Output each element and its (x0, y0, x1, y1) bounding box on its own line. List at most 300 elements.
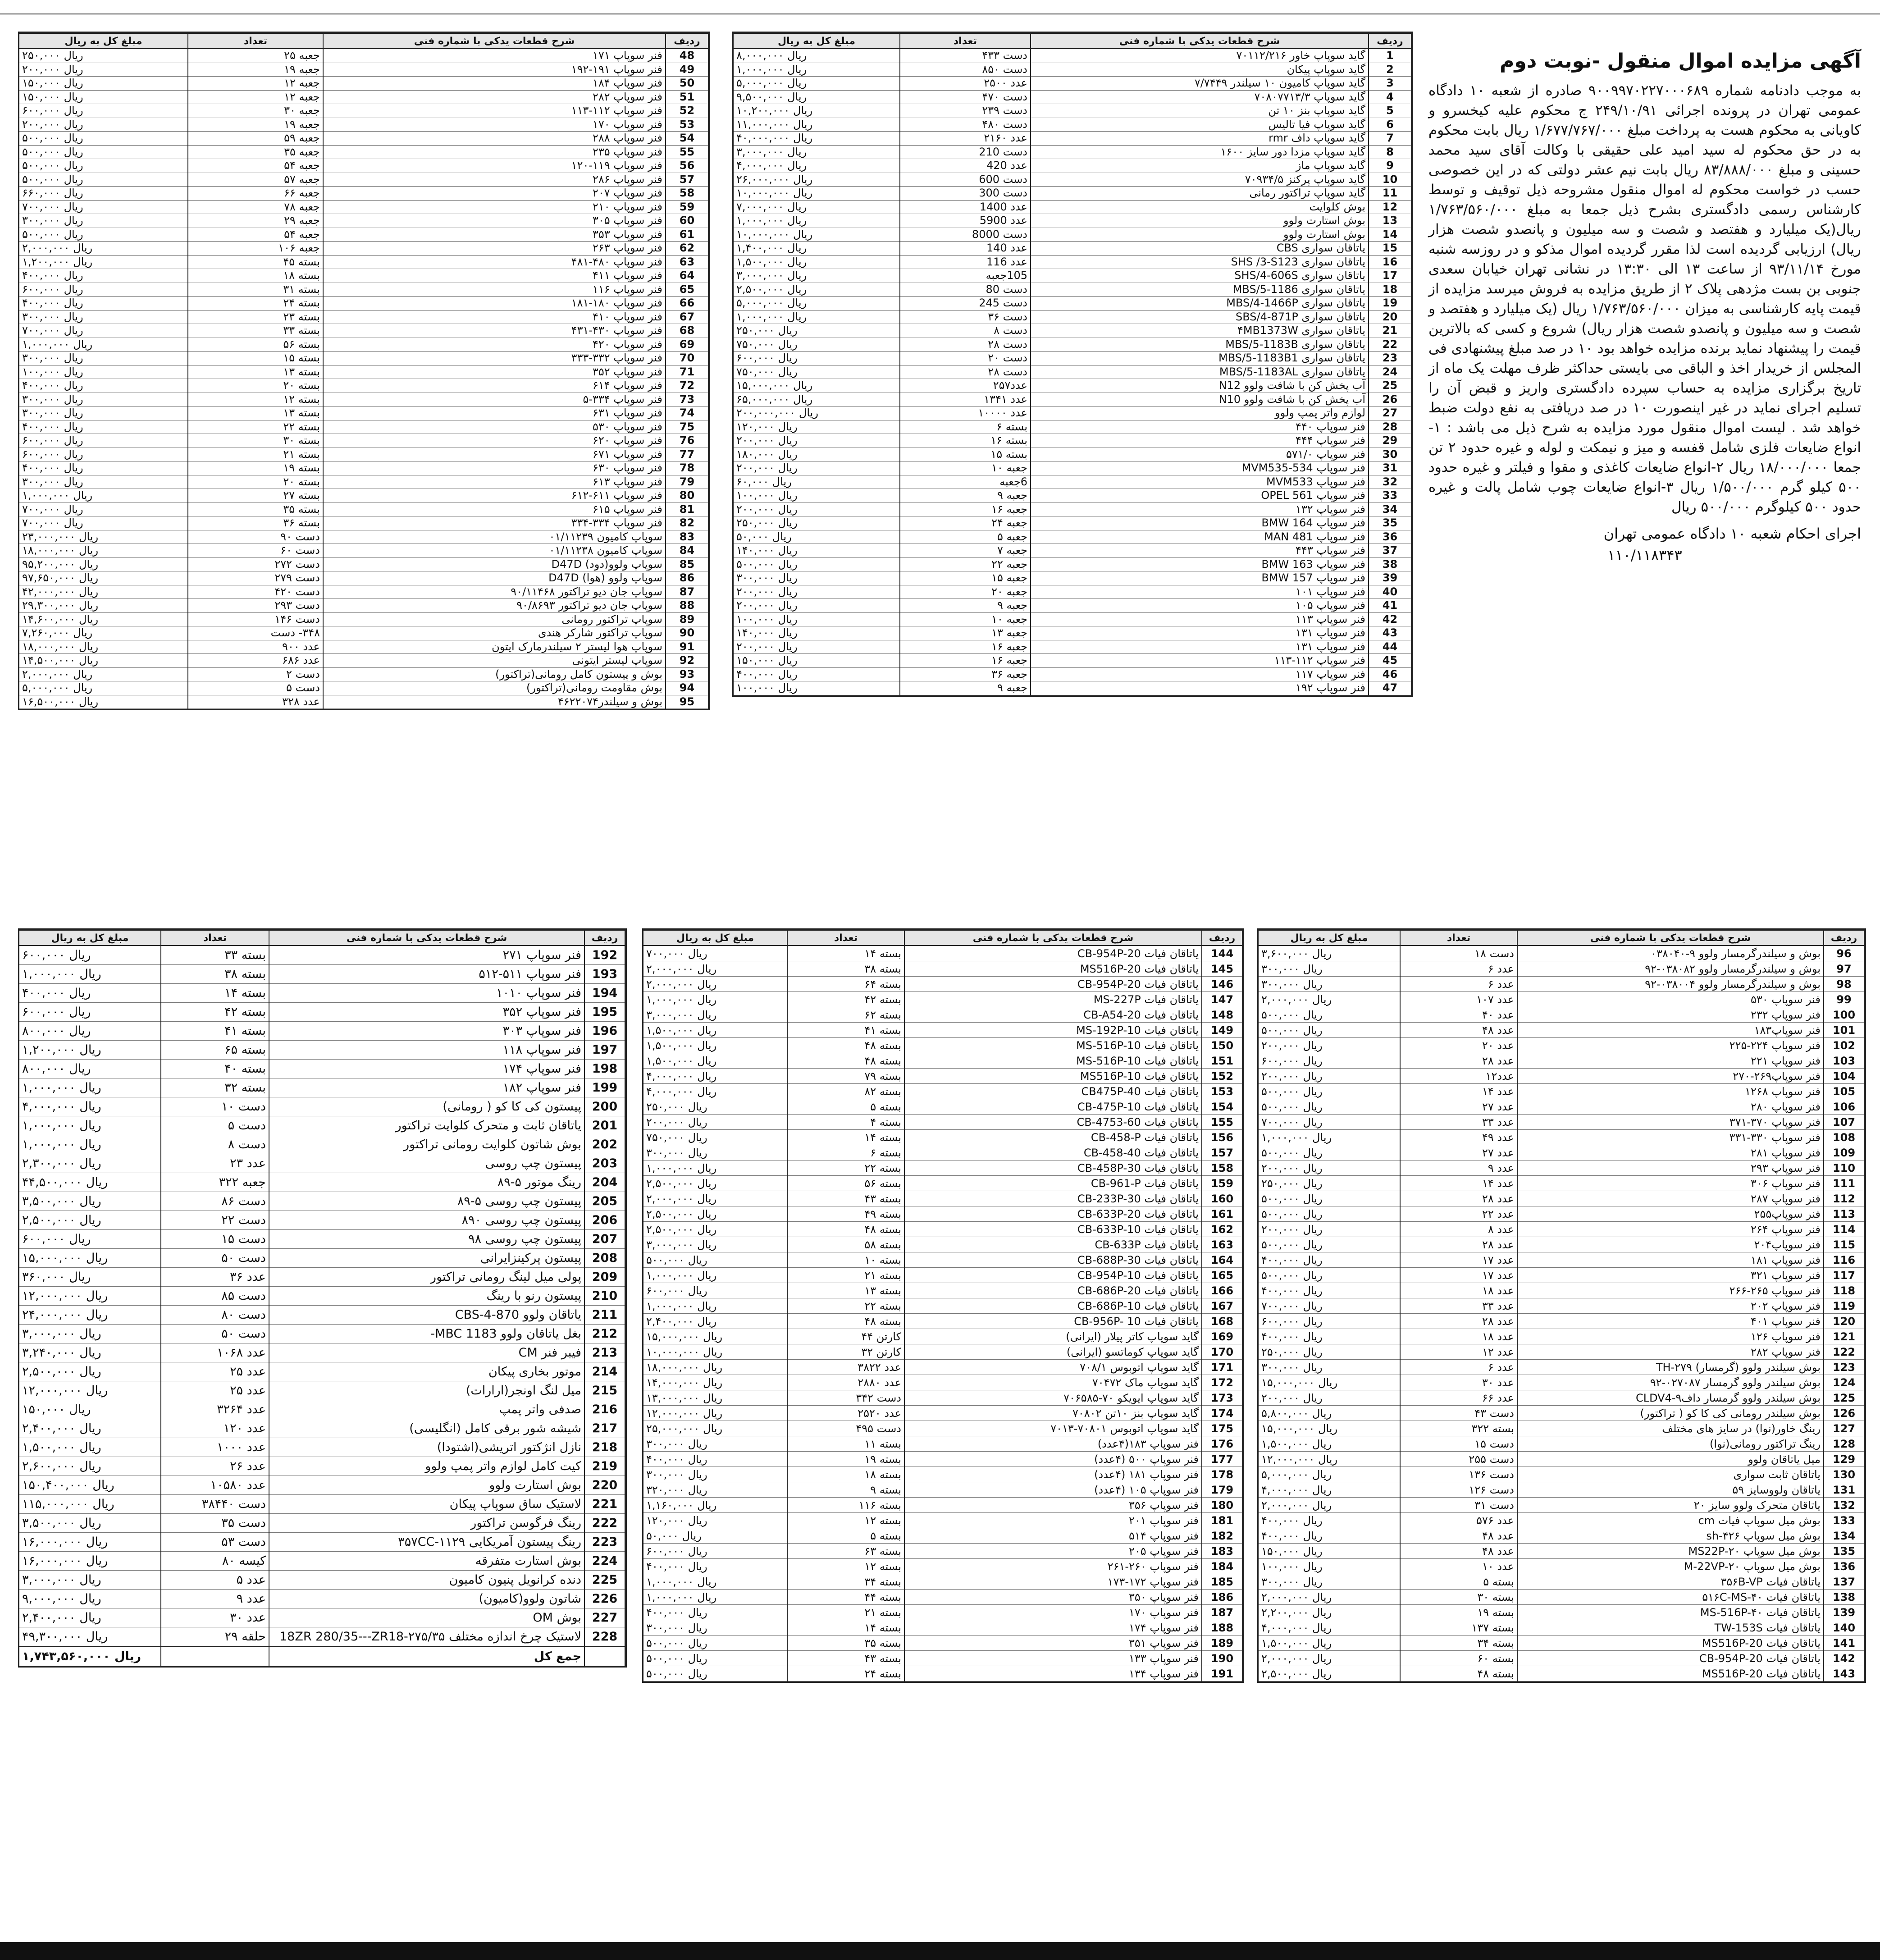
row-number: 107 (1824, 1115, 1864, 1130)
part-description: فنر سوپاپ ۶۷۱ (323, 448, 666, 461)
part-description: فنر سوپاپ ۳۵۳ (323, 228, 666, 242)
table-row (643, 1452, 1242, 1467)
row-number: 221 (584, 1495, 625, 1514)
part-description: یاتاقان فیات MS516P-20 (904, 961, 1202, 977)
part-quantity: دست ۸۰ (161, 1306, 269, 1325)
part-quantity: عدد ۵ (161, 1571, 269, 1590)
part-amount: ریال ۲۰۰,۰۰۰ (733, 599, 900, 613)
row-number: 177 (1202, 1452, 1242, 1467)
part-amount: ریال ۱۵,۰۰۰,۰۰۰ (1258, 1421, 1400, 1436)
part-description: فنر سوپاپ ۲۸۲ (323, 90, 666, 104)
header-description: شرح قطعات یدکی با شماره فنی (1517, 930, 1824, 946)
part-description: فنر سوپاپ ۱۳۲ (1031, 503, 1369, 516)
row-number: 85 (666, 557, 708, 571)
row-number: 86 (666, 571, 708, 585)
part-description: فنر سوپاپ MAN 481 (1031, 530, 1369, 544)
row-number: 132 (1824, 1498, 1864, 1513)
part-amount: ریال ۴۰۰,۰۰۰ (1258, 1528, 1400, 1544)
part-amount: ریال ۳۰۰,۰۰۰ (19, 214, 188, 228)
part-amount: ریال ۴,۰۰۰,۰۰۰ (1258, 1482, 1400, 1498)
part-amount: ریال ۱۴۰,۰۰۰ (733, 544, 900, 558)
part-quantity: عدد ۲۵۲۰ (787, 1406, 904, 1421)
part-description: گاید سوپاپ ماک ۷۰۴۷۲ (904, 1375, 1202, 1390)
table-row (1258, 1283, 1864, 1298)
part-amount: ریال ۱۵۰,۰۰۰ (19, 90, 188, 104)
part-description: فنر سوپاپ ۱۳۴ (904, 1666, 1202, 1681)
part-quantity: عدد ۲۲ (1400, 1206, 1517, 1222)
table-row (643, 1513, 1242, 1528)
row-number: 144 (1202, 946, 1242, 961)
part-amount: ریال ۷۰۰,۰۰۰ (643, 946, 787, 961)
part-quantity: عدد ۱۰۰۰ (161, 1438, 269, 1457)
table-row (19, 984, 625, 1003)
header-amount: مبلغ کل به ریال (19, 33, 188, 49)
table-row (19, 269, 708, 283)
part-amount: ریال ۱۰۰,۰۰۰ (19, 365, 188, 379)
table-row (19, 434, 708, 448)
part-description: فنر سوپاپ ۱۳۱ (1031, 626, 1369, 640)
part-description: پیستون پرکینزایرانی (269, 1249, 584, 1268)
row-number: 121 (1824, 1329, 1864, 1344)
table-row (1258, 961, 1864, 977)
part-amount: ریال ۱,۰۰۰,۰۰۰ (643, 1160, 787, 1176)
part-amount: ریال ۵۰۰,۰۰۰ (1258, 1007, 1400, 1023)
table-row (733, 324, 1411, 338)
part-quantity: عدد ۲۸ (1400, 1053, 1517, 1069)
table-row (643, 1498, 1242, 1513)
part-quantity: بسته ۲۱ (787, 1605, 904, 1620)
row-number: 102 (1824, 1038, 1864, 1053)
row-number: 135 (1824, 1544, 1864, 1559)
part-quantity: بسته ۴۸ (787, 1038, 904, 1053)
table-row (19, 1306, 625, 1325)
row-number: 84 (666, 544, 708, 558)
table-row (1258, 1636, 1864, 1651)
table-row (643, 1222, 1242, 1237)
table-row (19, 1097, 625, 1116)
row-number: 191 (1202, 1666, 1242, 1681)
part-quantity: عدد ۲۸ (1400, 1237, 1517, 1252)
table-row (19, 255, 708, 269)
part-amount: ریال ۸۰۰,۰۰۰ (19, 1060, 161, 1078)
table-row (733, 640, 1411, 654)
table-row (1258, 1206, 1864, 1222)
row-number: 54 (666, 132, 708, 146)
part-amount: ریال ۷,۰۰۰,۰۰۰ (733, 200, 900, 214)
row-number: 27 (1369, 407, 1411, 420)
row-number: 161 (1202, 1206, 1242, 1222)
part-description: یاتاقان فیات MS516P-10 (904, 1069, 1202, 1084)
part-description: فنر سوپاپ ۱۷۴ (269, 1060, 584, 1078)
part-quantity: عدد ۲۷ (1400, 1099, 1517, 1115)
row-number: 34 (1369, 503, 1411, 516)
table-row (643, 1191, 1242, 1206)
part-quantity: جعبه ۱۶ (900, 640, 1031, 654)
part-quantity: بسته ۶۲ (787, 1007, 904, 1023)
table-row (643, 1360, 1242, 1375)
part-description: فنر سوپاپ ۱۳۳ (904, 1651, 1202, 1666)
header-row-number: ردیف (584, 930, 625, 946)
row-number: 186 (1202, 1590, 1242, 1605)
part-quantity: بسته ۴۸ (787, 1222, 904, 1237)
row-number: 119 (1824, 1298, 1864, 1314)
part-description: فنر سوپاپ ۲۳۲ (1517, 1007, 1824, 1023)
part-quantity: عدد ۱۰۶۸ (161, 1343, 269, 1362)
part-description: فنر سوپاپ ۲۸۷ (1517, 1191, 1824, 1206)
row-number: 174 (1202, 1406, 1242, 1421)
part-quantity: بسته ۴ (787, 1115, 904, 1130)
part-amount: ریال ۱۲,۰۰۰,۰۰۰ (1258, 1452, 1400, 1467)
table-row (19, 1135, 625, 1154)
table-row (1258, 992, 1864, 1007)
part-amount: ریال ۱,۲۰۰,۰۰۰ (19, 1041, 161, 1060)
table-row (1258, 1252, 1864, 1268)
row-number: 129 (1824, 1452, 1864, 1467)
row-number: 33 (1369, 489, 1411, 503)
total-empty-cell (161, 1647, 269, 1666)
row-number: 47 (1369, 681, 1411, 695)
row-number: 219 (584, 1457, 625, 1476)
part-amount: ریال ۱۰۰,۰۰۰ (733, 612, 900, 626)
table-row (19, 503, 708, 516)
part-amount: ریال ۲۰۰,۰۰۰ (733, 461, 900, 475)
row-number: 83 (666, 530, 708, 544)
table-row (1258, 1298, 1864, 1314)
table-row (19, 283, 708, 297)
part-quantity: بسته ۶ (787, 1145, 904, 1160)
row-number: 67 (666, 310, 708, 324)
table-row (19, 695, 708, 709)
part-description: گاید سوپاپ بنز ۱۰ تن (1031, 104, 1369, 118)
row-number: 20 (1369, 310, 1411, 324)
row-number: 94 (666, 681, 708, 695)
part-amount: ریال ۹,۵۰۰,۰۰۰ (733, 90, 900, 104)
row-number: 118 (1824, 1283, 1864, 1298)
row-number: 167 (1202, 1298, 1242, 1314)
table-row (733, 255, 1411, 269)
table-row (1258, 1528, 1864, 1544)
row-number: 99 (1824, 992, 1864, 1007)
row-number: 49 (666, 63, 708, 77)
part-amount: ریال ۱,۱۶۰,۰۰۰ (643, 1498, 787, 1513)
part-quantity: دست 210 (900, 145, 1031, 159)
row-number: 165 (1202, 1268, 1242, 1283)
table-row (643, 992, 1242, 1007)
part-description: گاید سوپاپ فیا تالیس (1031, 118, 1369, 132)
table-row (19, 1571, 625, 1590)
table-row (19, 1325, 625, 1343)
row-number: 45 (1369, 654, 1411, 668)
row-number: 100 (1824, 1007, 1864, 1023)
part-description: فنر سوپاپ ۴۰۱ (1517, 1314, 1824, 1329)
part-description: فنر سوپاپ ۲۲۱ (1517, 1053, 1824, 1069)
part-quantity: دست ۲۲ (161, 1211, 269, 1230)
header-quantity: تعداد (188, 33, 323, 49)
part-description: سوپاپ جان دیو تراکتور ۹۰/۱۱۴۶۸ (323, 585, 666, 599)
row-number: 29 (1369, 434, 1411, 448)
row-number: 197 (584, 1041, 625, 1060)
table-row (733, 297, 1411, 311)
part-amount: ریال ۶۰۰,۰۰۰ (643, 1544, 787, 1559)
part-amount: ریال ۵,۰۰۰,۰۰۰ (19, 681, 188, 695)
table-row (1258, 1329, 1864, 1344)
table-row (643, 946, 1242, 961)
part-quantity: عدد ۴۸ (1400, 1544, 1517, 1559)
part-description: یاتاقان ولوو CBS-4-870 (269, 1306, 584, 1325)
table-row (1258, 1620, 1864, 1636)
part-quantity: جعبه ۱۰ (900, 461, 1031, 475)
part-description: گاید سوپاپ اتوبوس ۷۰۸/۱ (904, 1360, 1202, 1375)
table-row (19, 1078, 625, 1097)
part-description: رینگ پیستون آمریکایی ۱۱۲۹-۳۵۷CC (269, 1533, 584, 1552)
part-quantity: دست ۲۷۲ (188, 557, 323, 571)
part-amount: ریال ۱,۴۰۰,۰۰۰ (733, 242, 900, 256)
row-number: 6 (1369, 118, 1411, 132)
part-quantity: عدد ۱۰۷ (1400, 992, 1517, 1007)
row-number: 143 (1824, 1666, 1864, 1681)
row-number: 158 (1202, 1160, 1242, 1176)
row-number: 188 (1202, 1620, 1242, 1636)
part-amount: ریال ۸,۰۰۰,۰۰۰ (733, 49, 900, 63)
table-row (1258, 1007, 1864, 1023)
part-amount: ریال ۱,۰۰۰,۰۰۰ (19, 338, 188, 352)
table-row (19, 530, 708, 544)
part-description: فنر سوپاپ ۴۱۰ (323, 310, 666, 324)
part-quantity: بسته ۴۹ (787, 1206, 904, 1222)
part-amount: ریال ۳۰۰,۰۰۰ (19, 393, 188, 407)
part-amount: ریال ۱,۰۰۰,۰۰۰ (643, 1268, 787, 1283)
row-number: 19 (1369, 297, 1411, 311)
part-amount: ریال ۲۰۰,۰۰۰ (733, 503, 900, 516)
table-row (643, 1605, 1242, 1620)
part-quantity: عدد ۴۸ (1400, 1023, 1517, 1038)
part-description: یاتاقان فیات CB-954P-20 (1517, 1651, 1824, 1666)
table-row (733, 310, 1411, 324)
table-row (19, 1457, 625, 1476)
part-description: فنر سوپاپ MVM533 (1031, 475, 1369, 489)
row-number: 88 (666, 599, 708, 613)
part-quantity: جعبه ۷۸ (188, 200, 323, 214)
part-quantity: عدد 116 (900, 255, 1031, 269)
part-amount: ریال ۱,۰۰۰,۰۰۰ (643, 1574, 787, 1590)
row-number: 62 (666, 242, 708, 256)
part-description: فنر سوپاپ ۴۸۰-۴۸۱ (323, 255, 666, 269)
part-quantity: بسته ۵ (787, 1099, 904, 1115)
part-quantity: عدد ۹۰۰ (188, 640, 323, 654)
header-amount: مبلغ کل به ریال (1258, 930, 1400, 946)
part-amount: ریال ۲۵۰,۰۰۰ (1258, 1344, 1400, 1360)
table-row (643, 1620, 1242, 1636)
table-row (19, 585, 708, 599)
row-number: 136 (1824, 1559, 1864, 1574)
part-amount: ریال ۴۰۰,۰۰۰ (733, 667, 900, 681)
row-number: 115 (1824, 1237, 1864, 1252)
table-row (19, 407, 708, 420)
part-description: فنر سوپاپ ۶۱۴ (323, 379, 666, 393)
part-quantity: دست ۲۳۹ (900, 104, 1031, 118)
part-quantity: دست ۳۴۲ (787, 1390, 904, 1406)
part-quantity: جعبه ۱۶ (900, 654, 1031, 668)
part-amount: ریال ۵۰۰,۰۰۰ (19, 159, 188, 173)
part-amount: ریال ۱,۰۰۰,۰۰۰ (19, 1135, 161, 1154)
table-row (643, 1023, 1242, 1038)
table-row (19, 1022, 625, 1041)
part-quantity: دست ۴۲۰ (188, 585, 323, 599)
part-description: یاتاقان سواری MBS/5-1183B1 (1031, 352, 1369, 366)
part-description: فنر سوپاپ۲۰۴ (1517, 1237, 1824, 1252)
part-quantity: جعبه ۱۹ (188, 118, 323, 132)
table-row (733, 49, 1411, 63)
table-row (19, 324, 708, 338)
table-row (733, 63, 1411, 77)
notice-signature: اجرای احکام شعبه ۱۰ دادگاه عمومی تهران (1603, 525, 1861, 542)
part-description: فنر سوپاپ ۱۱۷ (1031, 667, 1369, 681)
table-row (733, 200, 1411, 214)
row-number: 196 (584, 1022, 625, 1041)
header-description: شرح قطعات یدکی با شماره فنی (904, 930, 1202, 946)
row-number: 50 (666, 77, 708, 91)
table-row (19, 242, 708, 256)
part-amount: ریال ۲۵,۰۰۰,۰۰۰ (643, 1421, 787, 1436)
table-row (643, 961, 1242, 977)
part-amount: ریال ۳,۲۴۰,۰۰۰ (19, 1343, 161, 1362)
table-row (19, 1495, 625, 1514)
part-amount: ریال ۷۰۰,۰۰۰ (19, 503, 188, 516)
row-number: 160 (1202, 1191, 1242, 1206)
part-amount: ریال ۵۰۰,۰۰۰ (1258, 1023, 1400, 1038)
part-amount: ریال ۷۰۰,۰۰۰ (1258, 1115, 1400, 1130)
part-quantity: بسته ۱۳ (188, 407, 323, 420)
table-row (19, 1343, 625, 1362)
row-number: 2 (1369, 63, 1411, 77)
row-number: 206 (584, 1211, 625, 1230)
part-description: رینگ موتور ۵-۸۹ (269, 1173, 584, 1192)
part-amount: ریال ۳,۰۰۰,۰۰۰ (19, 1325, 161, 1343)
part-quantity: بسته ۶۵ (161, 1041, 269, 1060)
part-description: یاتاقان فیات CB-686P-10 (904, 1298, 1202, 1314)
part-description: آب پخش کن با شافت ولوو N12 (1031, 379, 1369, 393)
row-number: 96 (1824, 946, 1864, 961)
notice-body: به موجب دادنامه شماره ۹۰۰۹۹۷۰۲۲۷۰۰۰۶۸۹ صادره از شعبه ۱۰ دادگاه عمومی تهران در پرونده اجرائی ۲۴۹/۱۰/۹۱ ج محکوم علیه کیخسرو و کاویانی به محکوم هست به پرداخت مبلغ ۱/۶۷۷/۷۶۷/۰۰۰ ریال بابت محکوم به در حق محکوم له سید امید علی حقیقی با وکالت آقای سید محمد حسینی و مبلغ ۸۳/۸۸۸/۰۰۰ ریال بابت نیم عشر دولتی که در این خصوصی حسب در خواست محکوم له اموال منقول مشروحه ذیل توقیف و توسط کارشناس رسمی دادگستری بشرح ذیل جمعا به مبلغ ۱/۷۶۳/۵۶۰/۰۰۰ ریال(یک میلیارد و هفتصد و شصت و سه میلیون و پانصدو شصت هزار ریال) ارزیابی گردیده است لذا مقرر گردیده اموال مذکو و در روزسه شنبه مورخ ۹۳/۱۱/۱۴ از ساعت ۱۳ الی ۱۳:۳۰ در نشانی تهران خیابان سعدی جنوبی بن بست مژدهی پلاک ۲ از طریق مزایده به فروش میرسد مزایده از قیمت پایه کارشناسی به میزان ۱/۷۶۳/۵۶۰/۰۰۰ ریال (یک میلیارد و هفتصد و شصت و سه میلیون و پانصدو شصت هزار ریال) شروع و کسی که بالاترین قیمت را پیشنهاد نماید برنده مزایده خواهد بود ۱۰ در صد مبلغ پیشنهادی فی المجلس از خریدار اخذ و الباقی می بایستی حداکثر ظرف مهلت یک ماه از تاریخ برگزاری مزایده به حساب سپرده دادگستری واریز و قبض آن را تسلیم اجرای نماید در غیر اینصورت ۱۰ در صد دریافتی به نفع دولت ضبط خواهد شد . لیست اموال منقول مورد مزایده به شرح ذیل می باشد : ۱-انواع ضایعات فلزی شامل قفسه و میز و نیمکت و لوله و غیره حدود ۲ تن جمعا ۱۸/۰۰۰/۰۰۰ ریال ۲-انواع ضایعات کاغذی و مقوا و فیلتر و غیره حدود ۵۰۰ کیلو گرم ۱/۵۰۰/۰۰۰ ریال ۳-انواع ضایعات چوب شامل پالت و غیره حدود ۵۰۰ کیلوگرم ۵۰۰/۰۰۰ ریال (1428, 82, 1862, 515)
table-row (1258, 1590, 1864, 1605)
header-quantity: تعداد (787, 930, 904, 946)
part-quantity: بسته ۳۴ (1400, 1636, 1517, 1651)
part-amount: ریال ۶۰۰,۰۰۰ (733, 352, 900, 366)
row-number: 68 (666, 324, 708, 338)
part-amount: ریال ۱۰۰,۰۰۰ (1258, 1559, 1400, 1574)
part-amount: ریال ۱۵۰,۰۰۰ (19, 77, 188, 91)
table-row (19, 1060, 625, 1078)
part-description: بوش و سیلندر۴۶۲۲۰۷۴ (323, 695, 666, 709)
row-number: 140 (1824, 1620, 1864, 1636)
part-amount: ریال ۱,۵۰۰,۰۰۰ (1258, 1436, 1400, 1452)
table-row (19, 1381, 625, 1400)
row-number: 72 (666, 379, 708, 393)
part-amount: ریال ۱,۵۰۰,۰۰۰ (733, 255, 900, 269)
table-row (643, 1038, 1242, 1053)
part-quantity: عدد ۳۳ (1400, 1298, 1517, 1314)
part-description: بوش مقاومت رومانی(تراکتور) (323, 681, 666, 695)
part-quantity: بسته ۲۴ (188, 297, 323, 311)
part-amount: ریال ۱,۰۰۰,۰۰۰ (643, 1590, 787, 1605)
part-description: فنر سوپاپ ۳۳۰-۳۳۱ (1517, 1130, 1824, 1145)
part-quantity: عدد ۹ (1400, 1160, 1517, 1176)
row-number: 217 (584, 1419, 625, 1438)
part-description: یاتاقان فیات ۳۵۶B-VP (1517, 1574, 1824, 1590)
part-description: یاتاقان فیات CB-956P- 10 (904, 1314, 1202, 1329)
part-amount: ریال ۲,۳۰۰,۰۰۰ (19, 1154, 161, 1173)
part-quantity: دست ۱۵ (1400, 1436, 1517, 1452)
part-description: فنر سوپاپ ۱۸۰-۱۸۱ (323, 297, 666, 311)
part-description: پیستون کی کا کو ( رومانی) (269, 1097, 584, 1116)
part-quantity: دست 300 (900, 187, 1031, 201)
part-quantity: جعبه ۲۹ (188, 214, 323, 228)
table-row (733, 530, 1411, 544)
table-row (1258, 1360, 1864, 1375)
table-row (19, 338, 708, 352)
table-header-row (643, 930, 1242, 946)
part-amount: ریال ۲۴,۰۰۰,۰۰۰ (19, 1306, 161, 1325)
part-amount: ریال ۴۰۰,۰۰۰ (19, 379, 188, 393)
table-row (733, 407, 1411, 420)
part-amount: ریال ۴۰۰,۰۰۰ (19, 420, 188, 434)
table-row (1258, 1314, 1864, 1329)
header-row-number: ردیف (666, 33, 708, 49)
part-description: فنر سوپاپ ۲۰۲ (1517, 1298, 1824, 1314)
table-row (733, 654, 1411, 668)
table-row (19, 1514, 625, 1533)
part-amount: ریال ۵۰۰,۰۰۰ (1258, 1099, 1400, 1115)
row-number: 66 (666, 297, 708, 311)
part-quantity: عدد ۶ (1400, 961, 1517, 977)
part-quantity: عدد ۶ (1400, 1360, 1517, 1375)
row-number: 171 (1202, 1360, 1242, 1375)
table-row (1258, 1344, 1864, 1360)
part-amount: ریال ۱۰۰,۰۰۰ (733, 489, 900, 503)
row-number: 75 (666, 420, 708, 434)
row-number: 108 (1824, 1130, 1864, 1145)
part-amount: ریال ۳,۶۰۰,۰۰۰ (1258, 946, 1400, 961)
row-number: 105 (1824, 1084, 1864, 1099)
part-description: فنر سوپاپ ۱۲۶۸ (1517, 1084, 1824, 1099)
part-amount: ریال ۴,۰۰۰,۰۰۰ (1258, 1620, 1400, 1636)
table-row (1258, 946, 1864, 961)
part-description: فنر سوپاپ ۱۸۳(۴عدد) (904, 1436, 1202, 1452)
part-amount: ریال ۲,۶۰۰,۰۰۰ (19, 1457, 161, 1476)
part-quantity: عدد ۱۳۴۱ (900, 393, 1031, 407)
part-quantity: عدد ۱۲۰ (161, 1419, 269, 1438)
row-number: 226 (584, 1590, 625, 1608)
row-number: 3 (1369, 77, 1411, 91)
part-amount: ریال ۱۲۰,۰۰۰ (643, 1513, 787, 1528)
part-amount: ریال ۱۴,۵۰۰,۰۰۰ (19, 654, 188, 668)
part-quantity: عدد ۴۸ (1400, 1528, 1517, 1544)
part-description: یاتاقان فیات CB-688P-30 (904, 1252, 1202, 1268)
part-quantity: بسته ۴۱ (787, 1023, 904, 1038)
part-quantity: عدد ۵۷۶ (1400, 1513, 1517, 1528)
part-amount: ریال ۵,۸۰۰,۰۰۰ (1258, 1406, 1400, 1421)
row-number: 193 (584, 965, 625, 984)
part-quantity: جعبه ۵۷ (188, 173, 323, 187)
row-number: 159 (1202, 1176, 1242, 1191)
part-description: فنر سوپاپ ۳۲۱ (1517, 1268, 1824, 1283)
table-row (19, 461, 708, 475)
table-row (1258, 1099, 1864, 1115)
part-amount: ریال ۴۰۰,۰۰۰ (19, 984, 161, 1003)
part-description: فنر سوپاپ ۴۲۰ (323, 338, 666, 352)
table-row (733, 242, 1411, 256)
part-amount: ریال ۴۰۰,۰۰۰ (1258, 1252, 1400, 1268)
